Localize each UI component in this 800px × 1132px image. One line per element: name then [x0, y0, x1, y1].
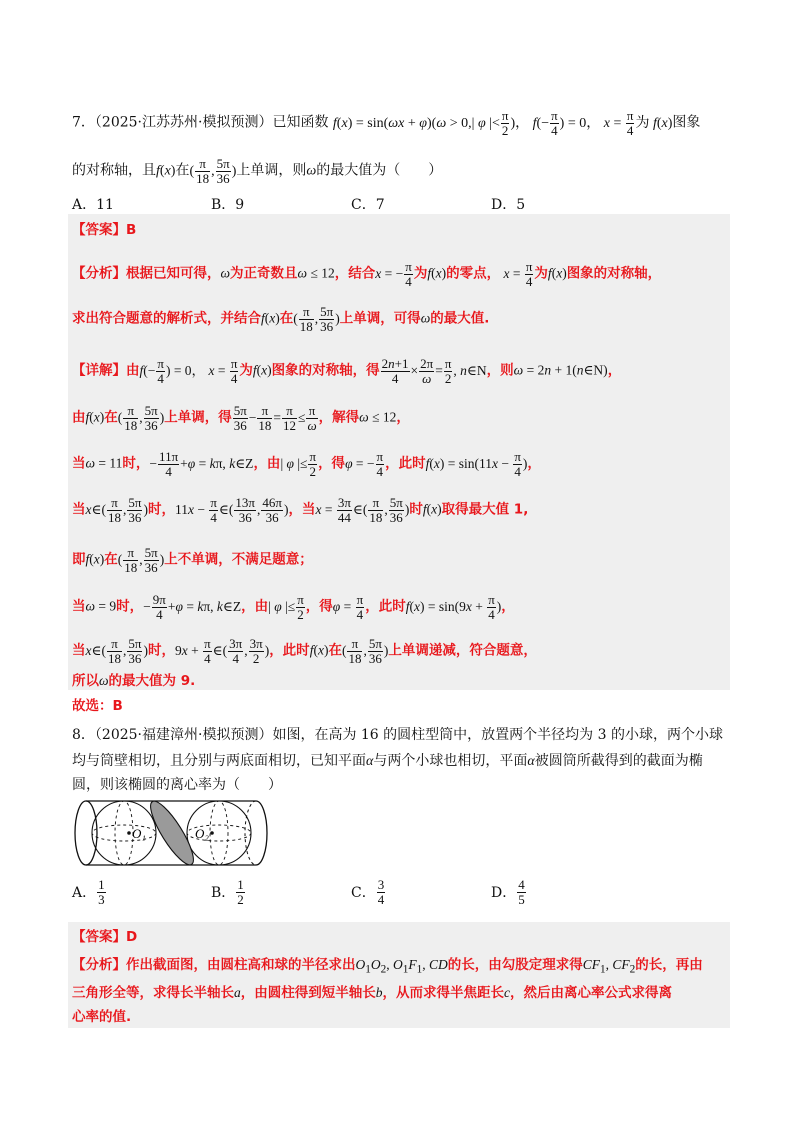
q8-option-c[interactable]: C． $\frac{3}{4}$: [351, 877, 385, 907]
q7-detail-line-3: 当ω = 11时，− $\frac{11\pi}{4}$ +φ = kπ, k∈Z，由| φ |≤ $\frac{\pi}{2}$ ，得φ = − $\frac{\pi}{4}$ ，此时f(x) = sin(11x − $\frac{\pi}{4}$ )，: [72, 449, 541, 479]
cylinder-figure: [72, 797, 272, 871]
o2-label: O₂: [195, 826, 209, 841]
q8-option-d[interactable]: D． $\frac{4}{5}$: [491, 877, 525, 907]
q8-option-b[interactable]: B． $\frac{1}{2}$: [211, 877, 244, 907]
q7-source: （2025·江苏苏州·模拟预测）: [94, 114, 273, 131]
cross-section-ellipse: [144, 797, 200, 870]
q7-stem-line-2: 的对称轴，且f(x)在( $\frac{\pi}{18}$ , $\frac{5\pi}{36}$ )上单调，则ω的最大值为（ ）: [72, 156, 443, 186]
q7-option-c[interactable]: C．7: [351, 197, 385, 213]
q8-stem-line-3: 圆，则该椭圆的离心率为（ ）: [72, 777, 282, 793]
q8-stem-line-2: 均与筒壁相切，且分别与两底面相切，已知平面α与两个小球也相切，平面α被圆筒所截得到的截面为椭: [72, 753, 703, 769]
q7-analysis-line-2: 求出符合题意的解析式，并结合f(x)在( $\frac{\pi}{18}$ , $\frac{5\pi}{36}$ )上单调，可得ω的最大值.: [72, 304, 490, 334]
q7-answer: 【答案】B: [72, 222, 137, 238]
q7-number: 7．: [72, 114, 95, 131]
q8-number: 8．: [72, 727, 95, 743]
q8-analysis-line-2: 三角形全等，求得长半轴长a，由圆柱得到短半轴长b，从而求得半焦距长c，然后由离心率公式求得离: [72, 985, 672, 1001]
q8-source: （2025·福建漳州·模拟预测）: [94, 727, 273, 743]
q8-answer: 【答案】D: [72, 929, 138, 945]
q7-choice: 故选：B: [72, 698, 123, 714]
q7-detail-line-2: 由f(x)在( $\frac{\pi}{18}$ , $\frac{5\pi}{36}$ )上单调，得 $\frac{5\pi}{36}$ − $\frac{\pi}{18}$ = $\frac{\pi}{12}$ ≤ $\frac{\pi}{\omega}$ ，解得ω ≤ 12，: [72, 403, 410, 433]
q7-option-a[interactable]: A．11: [72, 197, 114, 213]
q7-stem-line-1: 7．（2025·江苏苏州·模拟预测）已知函数 f(x) = sin(ωx + φ)(ω > 0,| φ |< $\frac{\pi}{2}$ )， f(− $\frac{\pi}{4}$ ) = 0， x = $\frac{\pi}{4}$ 为 f(x)图象: [72, 108, 701, 138]
q7-analysis-line-1: 【分析】根据已知可得，ω为正奇数且ω ≤ 12，结合x = − $\frac{\pi}{4}$ 为f(x)的零点， x = $\frac{\pi}{4}$ 为f(x)图象的对称轴，: [72, 259, 662, 289]
q7-function-formula: f(x) = sin(ωx + φ)(ω > 0,| φ |< $\frac{\pi}{2}$ )， f(− $\frac{\pi}{4}$ ) = 0， x = $\frac{\pi}{4}$ 为 f(x): [332, 108, 673, 138]
q7-detail-line-1: 【详解】由f(− $\frac{\pi}{4}$ ) = 0， x = $\frac{\pi}{4}$ 为f(x)图象的对称轴，得 $\frac{2n+1}{4}$ × $\frac{2\pi}{\omega}$ = $\frac{\pi}{2}$ , n∈N，则ω = 2n + 1(n∈N)，: [72, 356, 622, 386]
q7-detail-line-7: 当x∈( $\frac{\pi}{18}$ , $\frac{5\pi}{36}$ )时，9x + $\frac{\pi}{4}$ ∈( $\frac{3\pi}{4}$ , $\frac{3\pi}{2}$ )，此时f(x)在( $\frac{\pi}{18}$ , $\frac{5\pi}{36}$ )上单调递减，符合题意，: [72, 636, 537, 666]
q7-detail-line-4: 当x∈( $\frac{\pi}{18}$ , $\frac{5\pi}{36}$ )时，11x − $\frac{\pi}{4}$ ∈( $\frac{13\pi}{36}$ , $\frac{46\pi}{36}$ )，当x = $\frac{3\pi}{44}$ ∈( $\frac{\pi}{18}$ , $\frac{5\pi}{36}$ )时f(x)取得最大值 1,: [72, 495, 529, 525]
q7-option-b[interactable]: B．9: [211, 197, 245, 213]
q8-analysis-line-1: 【分析】作出截面图，由圆柱高和球的半径求出$O_1O_2$, $O_1F_1$, CD的长，由勾股定理求得$CF_1$, $CF_2$的长，再由: [72, 957, 703, 976]
q8-option-a[interactable]: A． $\frac{1}{3}$: [72, 877, 105, 907]
q8-stem-line-1: 8．（2025·福建漳州·模拟预测）如图，在高为 16 的圆柱型筒中，放置两个半径均为 3 的小球，两个小球: [72, 727, 723, 743]
q8-analysis-line-3: 心率的值.: [72, 1009, 132, 1025]
q7-option-d[interactable]: D．5: [491, 197, 526, 213]
q7-detail-line-5: 即f(x)在( $\frac{\pi}{18}$ , $\frac{5\pi}{36}$ )上不单调，不满足题意；: [72, 545, 313, 575]
o1-label: O₁: [132, 826, 146, 841]
q7-detail-line-6: 当ω = 9时，− $\frac{9\pi}{4}$ +φ = kπ, k∈Z，由| φ |≤ $\frac{\pi}{2}$ ，得φ = $\frac{\pi}{4}$ ，此时f(x) = sin(9x + $\frac{\pi}{4}$ )，: [72, 592, 515, 622]
q7-detail-line-8: 所以ω的最大值为 9.: [72, 673, 196, 689]
